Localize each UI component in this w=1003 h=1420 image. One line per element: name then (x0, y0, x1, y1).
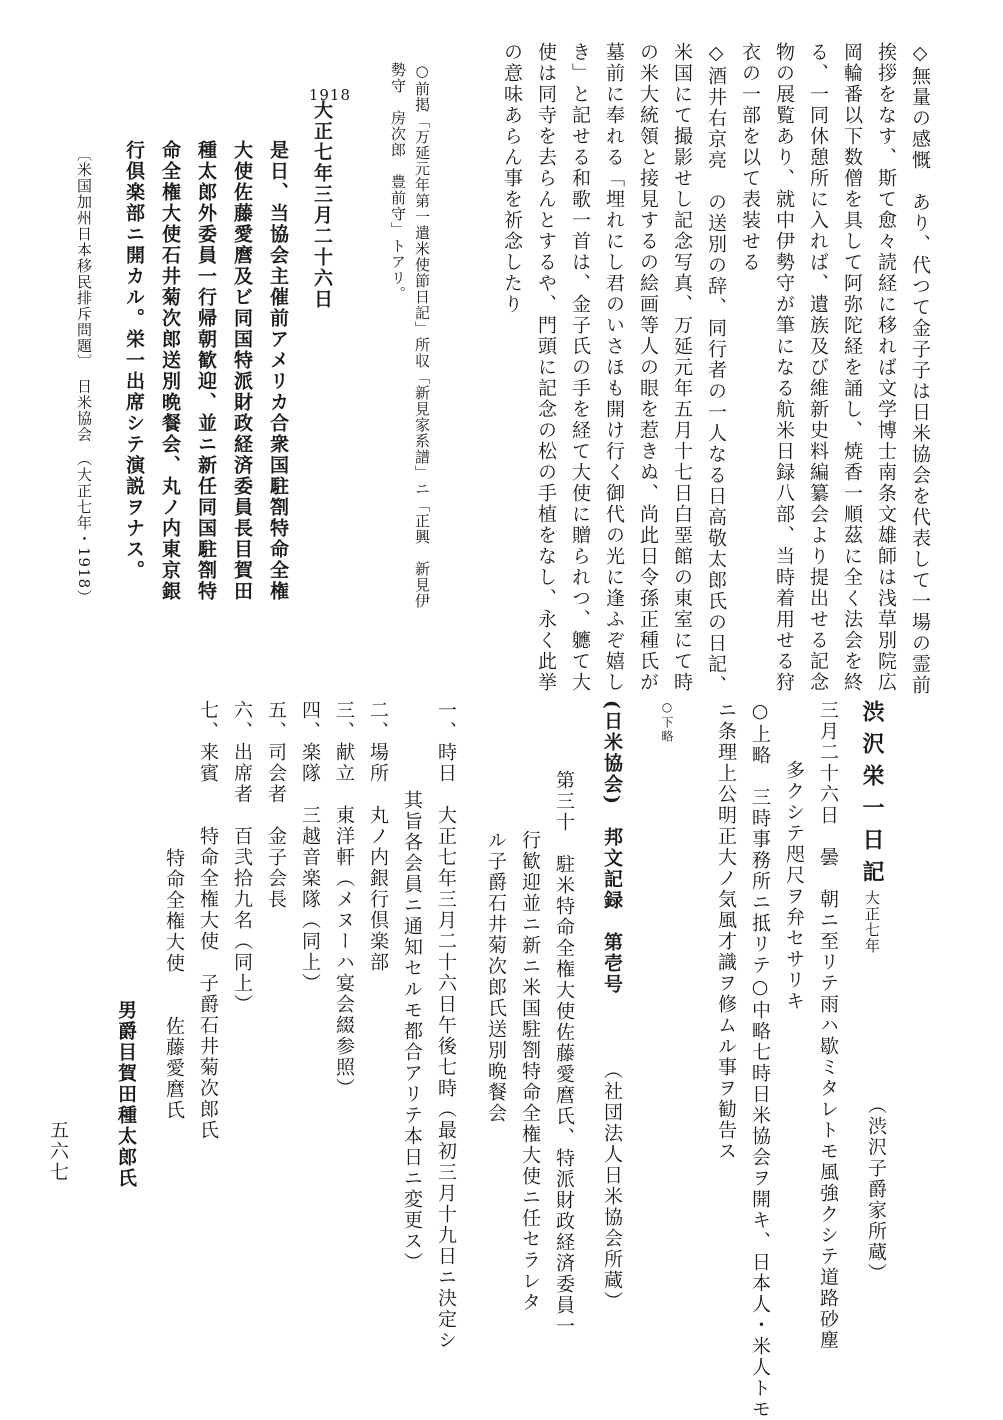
record-heading-line-2: 行歓迎並ニ新ニ米国駐劄特命全権大使ニ任セラレタ (519, 830, 541, 1313)
para1-line-2: 挨拶をなす、斯て愈々読経に移れば文学博士南条文雄師は浅草別院広 (875, 42, 897, 693)
para1-line-5: 物の展覧あり、就中伊勢守が筆になる航米日録八部、当時着用せる狩 (773, 42, 795, 693)
para2-line-7: の意味あらん事を祈念したり (501, 42, 523, 315)
para1-line-6: 衣の一部を以て表装せる (739, 42, 761, 273)
diary-omission-mark: ○下略 (660, 700, 674, 744)
record-heading-line-1: 第三十 駐米特命全権大使佐藤愛麿氏、特派財政経済委員一 (553, 770, 575, 1337)
para2-line-4: 墓前に奉れる「埋れにし君のいさほも開け行く御代の光に逢ふぞ嬉し (603, 42, 625, 693)
guest-line-3: 男爵目賀田種太郎氏 (115, 1000, 137, 1189)
running-head: 〔米国加州日本移民排斥問題〕 日米協会 （大正七年・1918） (75, 146, 93, 606)
diary-line-4: ニ条理上公明正大ノ気風才識ヲ修ムル事ヲ勧告ス (715, 700, 737, 1162)
para2-line-6: 使は同寺を去らんとするや、門頭に記念の松の手植をなし、永く此挙 (535, 42, 557, 693)
note-line-1: ○前掲「万延元年第一遣米使節日記」所収「新見家系譜」ニ「正興 新見伊 (413, 62, 431, 609)
entry-body-line-2: 大使佐藤愛麿及ビ同国特派財政経済委員長目賀田 (231, 140, 253, 602)
diary-title: 渋沢栄一日記 (859, 700, 885, 892)
note-line-2: 勢守 房次郎 豊前守」トアリ。 (389, 62, 407, 302)
para2-line-5: き」と記せる和歌一首は、金子氏の手を経て大使に贈られつ、軈て大 (569, 42, 591, 693)
para2-line-2: 米国にて撮影せし記念写真、万延元年五月十七日白堊館の東室にて時 (671, 42, 693, 693)
item-5: 五、司会者 金子会長 (265, 700, 287, 910)
entry-body-line-1: 是日、当協会主催前アメリカ合衆国駐劄特命全権 (267, 140, 289, 602)
record-source: （社団法人日米協会所蔵） (601, 1060, 623, 1312)
entry-body-line-5: 行倶楽部ニ開カル。栄一出席シテ演説ヲナス。 (123, 140, 145, 581)
item-3: 三、献立 東洋軒（メヌーハ宴会綴参照） (333, 700, 355, 1099)
para2-line-3: の米大統領と接見するの絵画等人の眼を惹きぬ、尚此日令孫正種氏が (637, 42, 659, 693)
entry-body-line-4: 命全権大使石井菊次郎送別晩餐会、丸ノ内東京銀 (159, 140, 181, 602)
year-label: 1918 (308, 86, 351, 104)
para1-line-3: 岡輪番以下数僧を具して阿弥陀経を誦し、焼香一順茲に全く法会を終 (841, 42, 863, 693)
entry-body-line-3: 種太郎外委員一行帰朝歓迎、並ニ新任同国駐劄特 (195, 140, 217, 602)
record-title: (日米協会) 邦文記録 第壱号 (601, 700, 623, 995)
diary-line-3: ○上略 三時事務所ニ抵リテ○中略七時日米協会ヲ開キ、日本人・米人トモ (749, 700, 771, 1420)
para2-line-1: ◇酒井右京亮 の送別の辞、同行者の一人なる日高敬太郎氏の日記、 (705, 42, 727, 696)
guest-line-2: 特命全権大使 佐藤愛麿氏 (163, 848, 185, 1121)
entry-date: 大正七年三月二十六日 (311, 100, 333, 310)
diary-source: （渋沢子爵家所蔵） (865, 1095, 887, 1284)
item-6: 六、出席者 百弐拾九名（同上） (231, 700, 253, 1015)
page-number: 五六七 (47, 1120, 69, 1183)
diary-line-1: 三月二十六日 曇 朝ニ至リテ雨ハ歇ミタレトモ風強クシテ道路砂塵 (817, 700, 839, 1351)
diary-year: 大正七年 (863, 890, 881, 954)
para1-line-1: ◇無量の感慨 あり、代つて金子子は日米協会を代表して一場の霊前 (909, 42, 931, 696)
item-1: 一、時日 大正七年三月二十六日午後七時（最初三月十九日ニ決定シ (435, 700, 457, 1351)
item-4: 四、楽隊 三越音楽隊（同上） (299, 700, 321, 994)
item-7: 七、来賓 特命全権大使 子爵石井菊次郎氏 (197, 700, 219, 1141)
diary-line-2: 多クシテ咫尺ヲ弁セサリキ (783, 760, 805, 1012)
item-2: 二、場所 丸ノ内銀行倶楽部 (367, 700, 389, 973)
record-heading-line-3: ル子爵石井菊次郎氏送別晩餐会 (485, 830, 507, 1124)
item-1-continued: 其旨各会員ニ通知セルモ都合アリテ本日ニ変更ス） (401, 790, 423, 1273)
para1-line-4: る、一同休憩所に入れば、遺族及び維新史料編纂会より提出せる記念 (807, 42, 829, 693)
